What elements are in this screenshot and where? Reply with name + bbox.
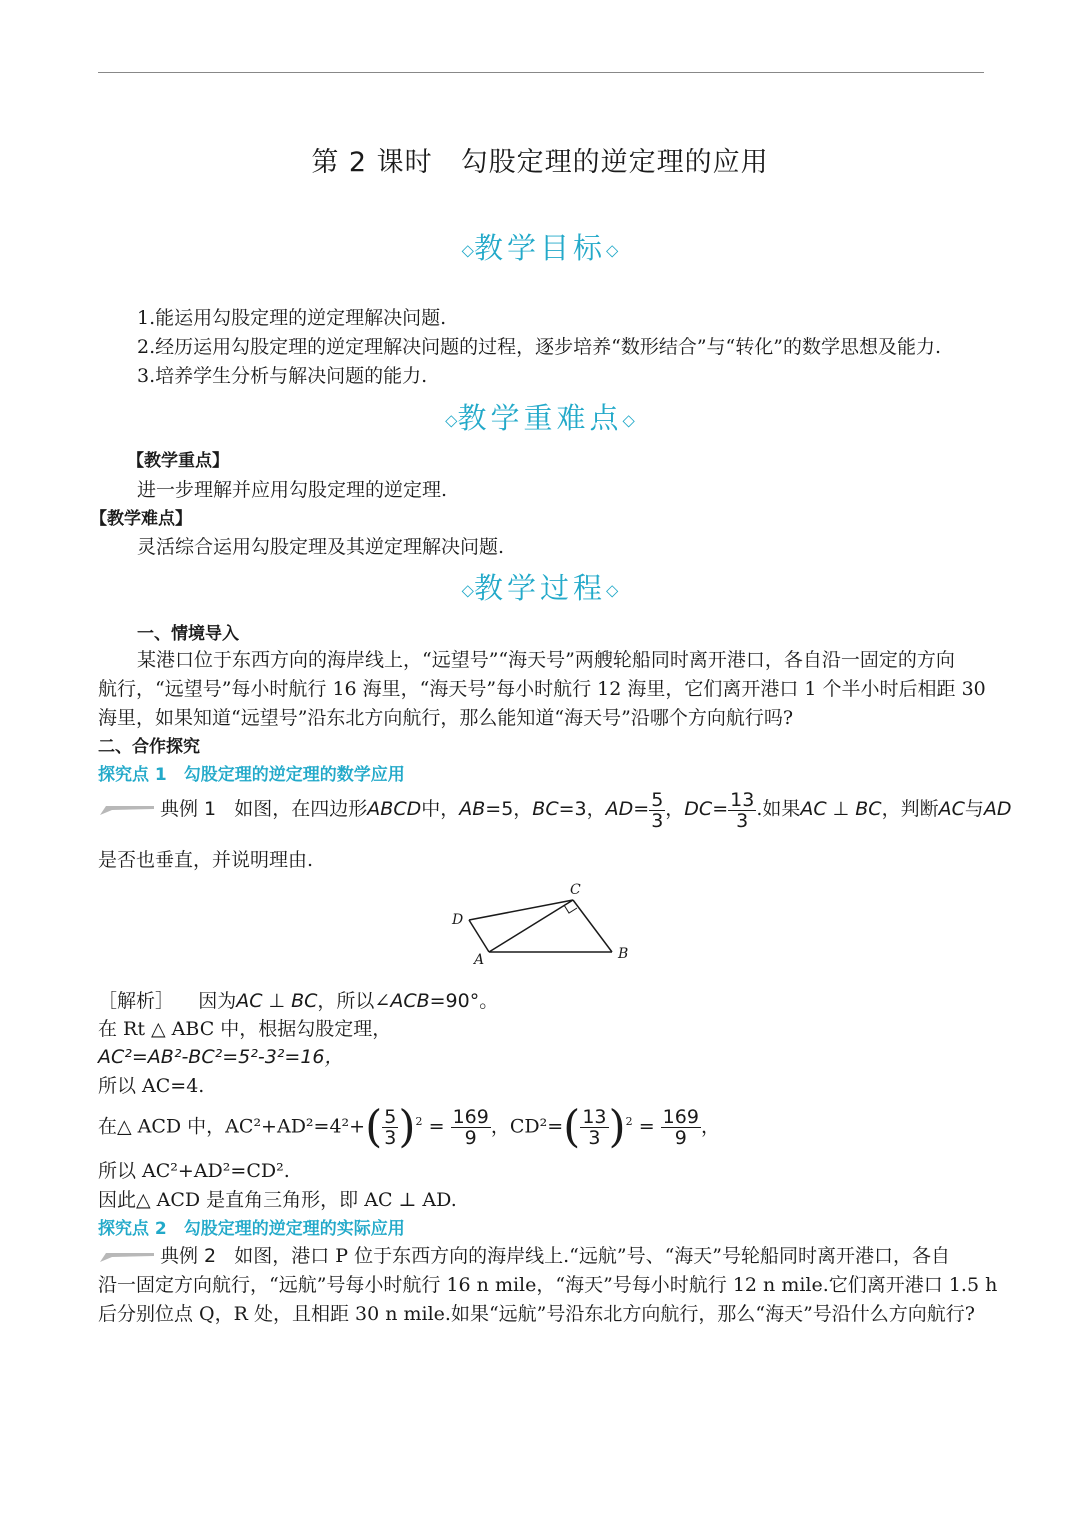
part1-line-2: 航行，“远望号”每小时航行 16 海里，“海天号”每小时航行 12 海里，它们离开港口 1 个半小时后相距 30: [98, 678, 986, 700]
section-keypoints-heading: [0, 396, 1080, 437]
probe1-heading: 探究点 1 勾股定理的逆定理的数学应用: [98, 765, 405, 785]
edge-cb: [573, 900, 612, 952]
solution-line-2: 在 Rt △ ABC 中，根据勾股定理，: [98, 1018, 392, 1040]
solution-line-5: 在△ ACD 中，AC²+AD²=4²+( $\frac{5}{3}$ )$^2$ = $\frac{169}{9}$ ，CD²=( $\frac{13}{3}$ )$^2$ = $\frac{169}{9}$ ，: [98, 1101, 720, 1153]
example1-ab: AB: [459, 798, 486, 820]
example1-ad: AD: [605, 798, 634, 820]
example1-dc: DC: [684, 798, 713, 820]
example2-text-1: 如图，港口 P 位于东西方向的海岸线上.“远航”号、“海天”号轮船同时离开港口，各自: [234, 1245, 951, 1267]
fraction-169-9: $\frac{169}{9}$: [452, 1105, 489, 1149]
part1-heading: 一、情境导入: [137, 624, 239, 644]
example1-ad2: AD: [983, 798, 1012, 820]
example1-text-d: ，判断: [881, 798, 939, 820]
example1-line-1: 典例 1 如图，在四边形ABCD中，AB=5，BC=3，AD= $\frac{5}{3}$ ，DC= $\frac{13}{3}$ .如果AC ⊥ BC，判断AC与AD: [98, 788, 1012, 831]
part1-line-1: 某港口位于东西方向的海岸线上，“远望号”“海天号”两艘轮船同时离开港口，各自沿一固定的方向: [137, 649, 955, 671]
example1-text-c: .如果: [756, 798, 801, 820]
example1-bc: BC: [532, 798, 559, 820]
example1-text-e: 与: [964, 798, 984, 820]
example2-label: 典例 2: [160, 1245, 217, 1267]
solution-line-4: 所以 AC=4.: [98, 1075, 205, 1097]
quadrilateral-figure: [440, 878, 640, 968]
solution-line-3: AC²=AB²-BC²=5²-3²=16，: [98, 1046, 344, 1068]
header-rule: [98, 72, 984, 73]
part2-heading: 二、合作探究: [98, 737, 200, 757]
fraction-169-9-b: $\frac{169}{9}$: [662, 1105, 699, 1149]
difficult-text: 灵活综合运用勾股定理及其逆定理解决问题.: [137, 536, 505, 558]
solution-line-6: 所以 AC²+AD²=CD².: [98, 1160, 290, 1182]
page-title: 第 2 课时 勾股定理的逆定理的应用: [311, 147, 769, 178]
diamond-icon: ◇: [445, 410, 458, 430]
example1-text-a: 如图，在四边形: [234, 798, 368, 820]
key-label: 【教学重点】: [127, 451, 229, 471]
right-angle-mark: [564, 905, 577, 913]
swoosh-icon: [98, 803, 154, 817]
diamond-icon: ◇: [606, 580, 619, 600]
example1-text-b: 中，: [421, 798, 460, 820]
key-text: 进一步理解并应用勾股定理的逆定理.: [137, 479, 448, 501]
swoosh-icon: [98, 1250, 154, 1264]
solution-tag: ［解析］: [98, 990, 175, 1012]
label-b: B: [618, 946, 629, 962]
fraction-5-3: $\frac{5}{3}$: [384, 1105, 397, 1149]
example2-line-1: [98, 1241, 950, 1268]
section-goals-label: 教学目标: [473, 231, 606, 265]
probe2-heading: 探究点 2 勾股定理的逆定理的实际应用: [98, 1219, 405, 1239]
label-a: A: [474, 952, 485, 968]
part1-line-3: 海里，如果知道“远望号”沿东北方向航行，那么能知道“海天号”沿哪个方向航行吗?: [98, 707, 794, 729]
example1-quad: ABCD: [367, 798, 422, 820]
example1-label: 典例 1: [160, 798, 217, 820]
example1-perp: AC ⊥ BC: [800, 798, 882, 820]
section-process-label: 教学过程: [473, 571, 606, 605]
fraction-dc: $\frac{13}{3}$: [730, 788, 755, 832]
goal-3: 3.培养学生分析与解决问题的能力.: [137, 365, 428, 387]
example2-line-3: 后分别位点 Q，R 处，且相距 30 n mile.如果“远航”号沿东北方向航行，那么“海天”号沿什么方向航行?: [98, 1303, 975, 1325]
example1-ac: AC: [938, 798, 965, 820]
label-d: D: [452, 912, 464, 928]
example1-ab-val: =5，: [485, 798, 533, 820]
diamond-icon: ◇: [606, 240, 619, 260]
goal-1: 1.能运用勾股定理的逆定理解决问题.: [137, 307, 447, 329]
example1-line-2: 是否也垂直，并说明理由.: [98, 849, 314, 871]
fraction-ad: $\frac{5}{3}$: [651, 788, 664, 832]
section-goals-heading: [0, 226, 1080, 267]
example2-line-2: 沿一固定方向航行，“远航”号每小时航行 16 n mile，“海天”号每小时航行 12 n mile.它们离开港口 1.5 h: [98, 1274, 998, 1296]
solution-line-7: 因此△ ACD 是直角三角形，即 AC ⊥ AD.: [98, 1189, 457, 1211]
example1-bc-val: =3，: [558, 798, 606, 820]
section-keypoints-label: 教学重难点: [457, 401, 623, 435]
edge-da: [469, 920, 489, 952]
fraction-13-3: $\frac{13}{3}$: [582, 1105, 607, 1149]
difficult-label: 【教学难点】: [90, 509, 192, 529]
label-c: C: [570, 882, 581, 898]
solution-line-1: ［解析］ 因为AC ⊥ BC，所以∠ACB=90°。: [98, 990, 499, 1012]
section-process-heading: [0, 566, 1080, 607]
diamond-icon: ◇: [622, 410, 635, 430]
diamond-icon: ◇: [461, 580, 474, 600]
goal-2: 2.经历运用勾股定理的逆定理解决问题的过程，逐步培养“数形结合”与“转化”的数学思想及能力.: [137, 336, 942, 358]
diamond-icon: ◇: [461, 240, 474, 260]
